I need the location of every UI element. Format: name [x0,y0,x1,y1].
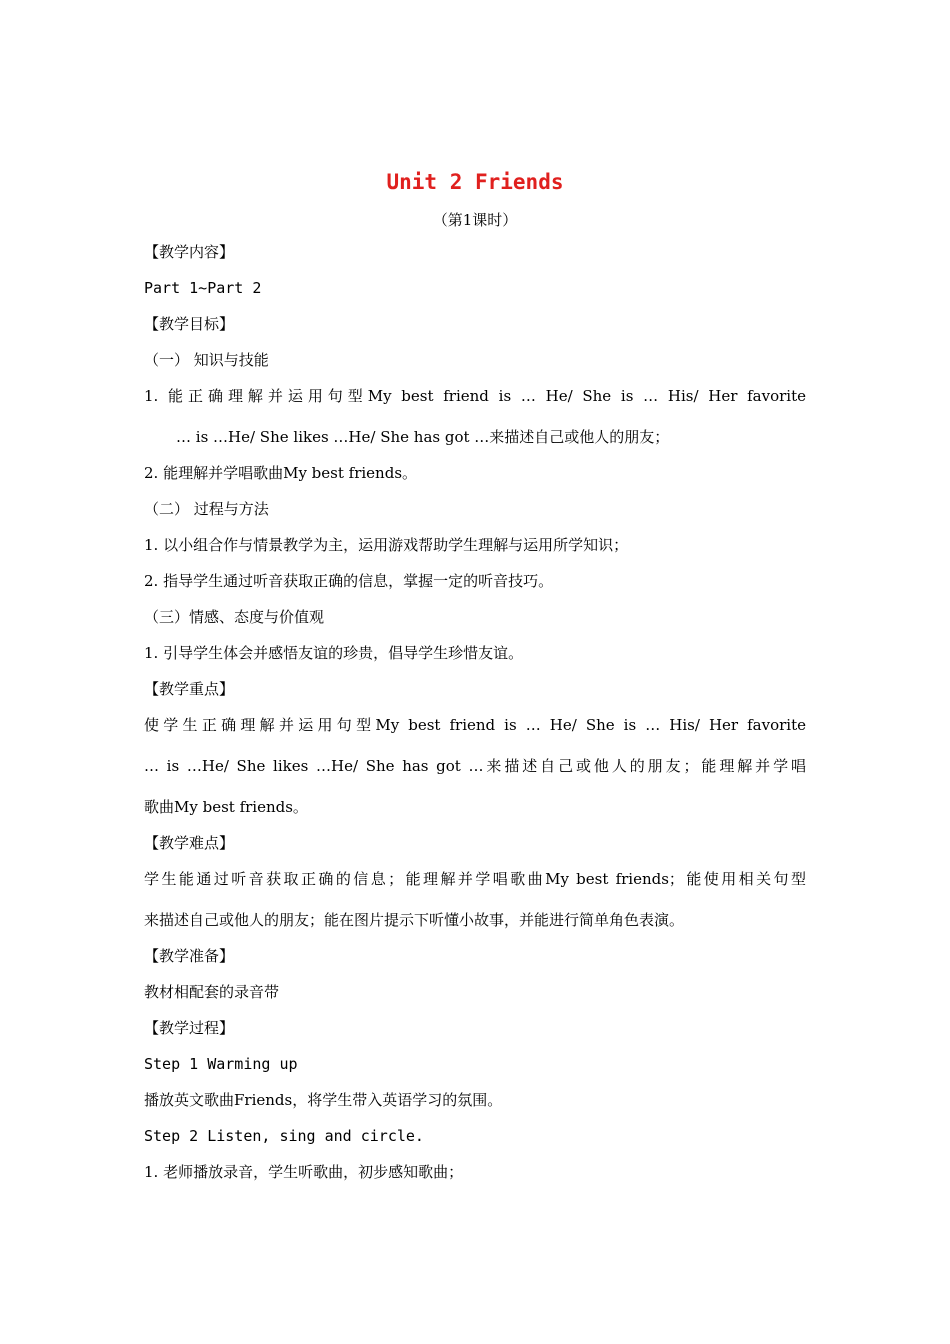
content-line: 播放英文歌曲Friends，将学生带入英语学习的氛围。 [144,1091,503,1109]
section-heading: 【教学目标】 [144,315,235,333]
subsection-heading: （三）情感、态度与价值观 [144,608,325,626]
section-heading: 【教学难点】 [144,834,235,852]
section-heading: 【教学准备】 [144,947,235,965]
content-line: 1. 以小组合作与情景教学为主，运用游戏帮助学生理解与运用所学知识； [144,536,629,554]
step-heading: Step 1 Warming up [144,1055,298,1073]
content-line: 来描述自己或他人的朋友；能在图片提示下听懂小故事，并能进行简单角色表演。 [144,911,685,929]
content-line: 2. 能理解并学唱歌曲My best friends。 [144,464,418,482]
content-line: Part 1~Part 2 [144,279,262,297]
section-heading: 【教学内容】 [144,243,235,261]
subsection-heading: （一） 知识与技能 [144,351,269,369]
content-line: 1. 老师播放录音，学生听歌曲，初步感知歌曲； [144,1163,464,1181]
lesson-period: （第1课时） [432,211,518,229]
section-heading: 【教学重点】 [144,680,235,698]
content-line: 1. 引导学生体会并感悟友谊的珍贵，倡导学生珍惜友谊。 [144,644,524,662]
document-title: Unit 2 Friends [386,170,564,194]
subsection-heading: （二） 过程与方法 [144,500,269,518]
content-line: 使学生正确理解并运用句型My best friend is … He/ She is … His/ Her favorite [144,716,806,734]
content-line: 学生能通过听音获取正确的信息；能理解并学唱歌曲My best friends；能使用相关句型 [144,870,806,888]
content-line: … is …He/ She likes …He/ She has got …来描述自己或他人的朋友； [176,428,670,446]
content-line: … is …He/ She likes …He/ She has got …来描述自己或他人的朋友；能理解并学唱 [144,757,806,775]
content-line: 教材相配套的录音带 [144,983,280,1001]
section-heading: 【教学过程】 [144,1019,235,1037]
content-line: 2. 指导学生通过听音获取正确的信息，掌握一定的听音技巧。 [144,572,554,590]
content-line: 歌曲My best friends。 [144,798,308,816]
step-heading: Step 2 Listen, sing and circle. [144,1127,424,1145]
content-line: 1. 能正确理解并运用句型My best friend is … He/ She is … His/ Her favorite [144,387,806,405]
